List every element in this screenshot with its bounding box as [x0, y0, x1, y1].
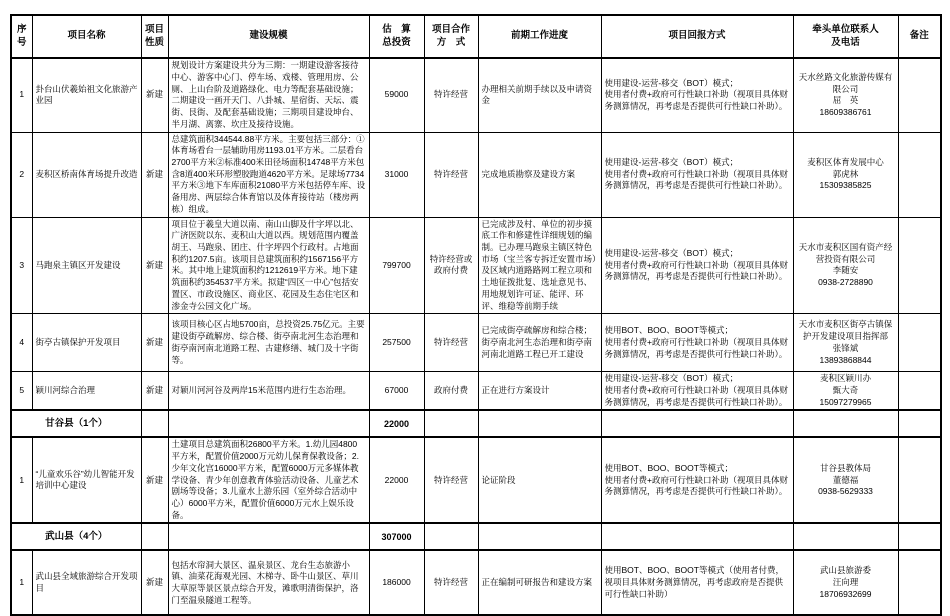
cell-nature: 新建 — [141, 58, 168, 132]
header-cell-cooperation: 项目合作 方 式 — [424, 15, 478, 58]
cell-no: 3 — [11, 217, 32, 314]
cell-nature: 新建 — [141, 372, 168, 411]
cell-empty — [793, 410, 898, 437]
cell-remark — [898, 132, 941, 217]
cell-empty — [601, 523, 793, 550]
cell-return-method: 使用建设-运营-移交（BOT）模式； 使用者付费+政府可行性缺口补助（视项目具体财务测算情况，再考虑是否提供可行性缺口补助）。 — [601, 217, 793, 314]
cell-remark — [898, 437, 941, 523]
cell-project-name: 街亭古镇保护开发项目 — [32, 314, 141, 372]
cell-scale: 该项目核心区占地5700亩，总投资25.75亿元。主要建设街亭疏解房、综合楼、街亭南北河生态治理和街亭南河南北道路工程、古建修缮、城门及十字街等。 — [168, 314, 369, 372]
cell-progress: 完成地质勘察及建设方案 — [478, 132, 601, 217]
table-row — [11, 437, 941, 523]
cell-scale: 总建筑面积344544.88平方米。主要包括三部分：①体育场看台一层辅助用房1193.01平方米。二层看台2700平方米②标准400米田径场面积14748平方米包含8道400米环形塑胶跑道4620平方米。足球场7734平方米③地下车库面积21080平方米包括停车库、设备用房、两层综合体育馆以及体育接待站（楼房两栋）组成。 — [168, 132, 369, 217]
cell-project-name: “儿童欢乐谷”幼儿智能开发培训中心建设 — [32, 437, 141, 523]
table-row — [11, 132, 941, 217]
cell-no: 1 — [11, 58, 32, 132]
cell-cooperation: 特许经营 — [424, 132, 478, 217]
cell-return-method: 使用BOT、BOO、BOOT等模式（使用者付费，视项目具体财务测算情况，再考虑政府是否提供可行性缺口补助） — [601, 550, 793, 615]
cell-remark — [898, 217, 941, 314]
cell-contact: 甘谷县教体局 董德福 0938-5629333 — [793, 437, 898, 523]
cell-remark — [898, 58, 941, 132]
cell-progress: 正在编制可研报告和建设方案 — [478, 550, 601, 615]
header-cell-return-method: 项目回报方式 — [601, 15, 793, 58]
cell-scale: 包括水帘洞大景区、温泉景区、龙台生态旅游小镇、油菜花海观光园、木梯寺、卧牛山景区、草川大草原等景区景点综合开发，滩歌明清街保护，洛门至温泉隧道工程等。 — [168, 550, 369, 615]
cell-progress: 已完成街亭疏解房和综合楼；街亭南北河生态治理和街亭南河南北道路工程已开工建设 — [478, 314, 601, 372]
cell-progress: 正在进行方案设计 — [478, 372, 601, 411]
cell-cooperation: 政府付费 — [424, 372, 478, 411]
cell-nature: 新建 — [141, 437, 168, 523]
cell-remark — [898, 314, 941, 372]
cell-return-method: 使用建设-运营-移交（BOT）模式； 使用者付费+政府可行性缺口补助（视项目具体财务测算情况，再考虑是否提供可行性缺口补助）。 — [601, 58, 793, 132]
cell-cooperation: 特许经营 — [424, 314, 478, 372]
cell-contact: 天水市麦积区街亭古镇保护开发建设项目指挥部 张锋斌 13893868844 — [793, 314, 898, 372]
cell-return-method: 使用建设-运营-移交（BOT）模式； 使用者付费+政府可行性缺口补助（视项目具体财务测算情况，再考虑是否提供可行性缺口补助）。 — [601, 372, 793, 411]
cell-empty — [478, 410, 601, 437]
cell-nature: 新建 — [141, 217, 168, 314]
cell-investment: 186000 — [369, 550, 424, 615]
cell-empty — [898, 410, 941, 437]
cell-cooperation: 特许经营 — [424, 437, 478, 523]
cell-investment: 31000 — [369, 132, 424, 217]
cell-no: 5 — [11, 372, 32, 411]
cell-section-total: 22000 — [369, 410, 424, 437]
header-cell-scale: 建设规模 — [168, 15, 369, 58]
cell-empty — [141, 410, 168, 437]
cell-no: 2 — [11, 132, 32, 217]
cell-no: 1 — [11, 550, 32, 615]
cell-section-label: 武山县（4个） — [11, 523, 141, 550]
cell-empty — [141, 523, 168, 550]
table-row — [11, 314, 941, 372]
header-cell-investment: 估 算 总投资 — [369, 15, 424, 58]
cell-contact: 天水市麦积区国有资产经营投资有限公司 李随安 0938-2728890 — [793, 217, 898, 314]
cell-section-total: 307000 — [369, 523, 424, 550]
cell-empty — [793, 523, 898, 550]
cell-section-label: 甘谷县（1个） — [11, 410, 141, 437]
cell-progress: 已完成涉及村、单位的初步摸底工作和修建性详细规划的编制。已办理马跑泉主镇区特色市场（宝兰客专拆迁安置市场）及区域内道路路网工程立项和土地征拨批复、选址意见书、用地规划许可证、能评、环评、维稳等前期手续 — [478, 217, 601, 314]
table-row — [11, 550, 941, 615]
cell-investment: 59000 — [369, 58, 424, 132]
cell-return-method: 使用建设-运营-移交（BOT）模式； 使用者付费+政府可行性缺口补助（视项目具体财务测算情况，再考虑是否提供可行性缺口补助）。 — [601, 132, 793, 217]
header-cell-progress: 前期工作进度 — [478, 15, 601, 58]
cell-return-method: 使用BOT、BOO、BOOT等模式； 使用者付费+政府可行性缺口补助（视项目具体财务测算情况，再考虑是否提供可行性缺口补助）。 — [601, 437, 793, 523]
section-row — [11, 523, 941, 550]
cell-empty — [168, 523, 369, 550]
cell-investment: 22000 — [369, 437, 424, 523]
header-cell-no: 序 号 — [11, 15, 32, 58]
cell-investment: 799700 — [369, 217, 424, 314]
cell-nature: 新建 — [141, 314, 168, 372]
cell-project-name: 卦台山伏羲始祖文化旅游产业园 — [32, 58, 141, 132]
cell-scale: 项目位于羲皇大道以南、南山山脚及什字坪以北、广济医院以东、麦积山大道以西。规划范围内覆盖胡王、马跑泉、团庄、什字坪四个行政村。占地面积约1207.5亩。该项目总建筑面积约1567156平方米。其中地上建筑面积约1212619平方米。地下建筑面积约354537平方米。拟建“四区一中心”包括安置区、市政设施区、商业区、花园及生态住宅区和渗金寺公园文化广场。 — [168, 217, 369, 314]
cell-cooperation: 特许经营 — [424, 58, 478, 132]
section-row — [11, 410, 941, 437]
header-row — [11, 15, 941, 58]
cell-no: 1 — [11, 437, 32, 523]
cell-project-name: 马跑泉主镇区开发建设 — [32, 217, 141, 314]
cell-empty — [601, 410, 793, 437]
cell-nature: 新建 — [141, 550, 168, 615]
cell-contact: 麦积区体育发展中心 郭虎林 15309385825 — [793, 132, 898, 217]
cell-scale: 规划设计方案建设共分为三期：一期建设游客接待中心、游客中心门、停车场、戏楼、管理用房、公厕、上山台阶及道路绿化、电力等配套基础设施；二期建设一画开天门、八卦城、星宿街、天坛、震街、艮街、及配套基础设施；三期项目建设坤台、半月湖、离寨、坎庄及接待设施。 — [168, 58, 369, 132]
table-row — [11, 58, 941, 132]
cell-empty — [898, 523, 941, 550]
header-cell-project-name: 项目名称 — [32, 15, 141, 58]
cell-cooperation: 特许经营 — [424, 550, 478, 615]
header-cell-nature: 项目 性质 — [141, 15, 168, 58]
cell-project-name: 武山县全域旅游综合开发项目 — [32, 550, 141, 615]
projects-table — [10, 14, 942, 616]
cell-no: 4 — [11, 314, 32, 372]
header-cell-remark: 备注 — [898, 15, 941, 58]
cell-empty — [478, 523, 601, 550]
cell-nature: 新建 — [141, 132, 168, 217]
cell-progress: 办理相关前期手续以及申请资金 — [478, 58, 601, 132]
cell-remark — [898, 550, 941, 615]
table-row — [11, 217, 941, 314]
cell-contact: 天水丝路文化旅游传媒有限公司 屈 英 18609386761 — [793, 58, 898, 132]
header-cell-contact: 牵头单位联系人 及电话 — [793, 15, 898, 58]
cell-project-name: 颖川河综合治理 — [32, 372, 141, 411]
cell-cooperation: 特许经营或政府付费 — [424, 217, 478, 314]
cell-empty — [424, 523, 478, 550]
cell-scale: 土建项目总建筑面积26800平方米。1.幼儿园4800平方米，配置价值2000万元幼儿保育保教设备；2.少年文化宫16000平方米，配置6000万元多媒体教学设备、青少年创意教育体验活动设备、儿童艺术剧场等设备；3.儿童水上游乐园（室外综合活动中心）6000平方米，配置价值6000万元水上娱乐设备。 — [168, 437, 369, 523]
cell-progress: 论证阶段 — [478, 437, 601, 523]
cell-empty — [424, 410, 478, 437]
cell-return-method: 使用BOT、BOO、BOOT等模式； 使用者付费+政府可行性缺口补助（视项目具体财务测算情况，再考虑是否提供可行性缺口补助）。 — [601, 314, 793, 372]
cell-project-name: 麦积区桥南体育场提升改造 — [32, 132, 141, 217]
cell-investment: 67000 — [369, 372, 424, 411]
cell-contact: 麦积区颖川办 甄大奇 15097279965 — [793, 372, 898, 411]
cell-remark — [898, 372, 941, 411]
cell-contact: 武山县旅游委 汪向理 18706932699 — [793, 550, 898, 615]
cell-investment: 257500 — [369, 314, 424, 372]
cell-empty — [168, 410, 369, 437]
cell-scale: 对颖川河河谷及两岸15米范围内进行生态治理。 — [168, 372, 369, 411]
table-row — [11, 372, 941, 411]
